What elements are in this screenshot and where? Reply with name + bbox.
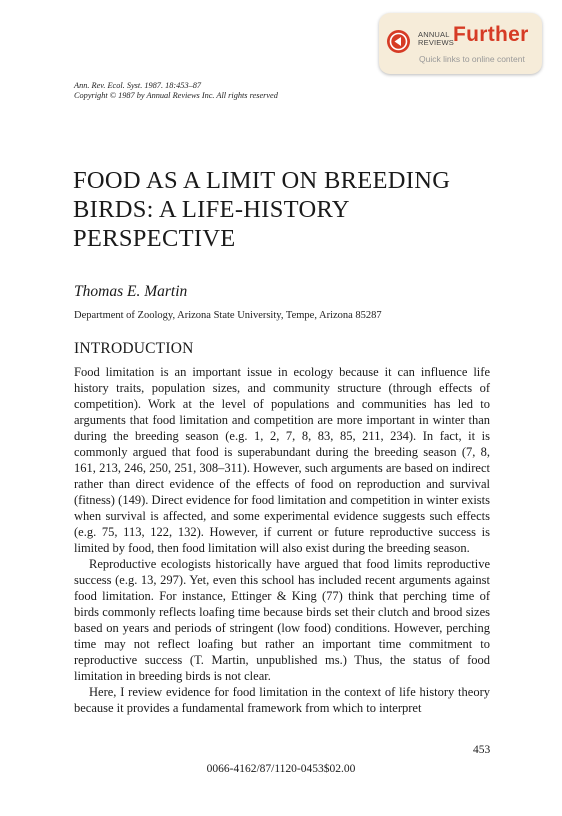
reviews-label: REVIEWS (418, 38, 454, 47)
citation-line-2: Copyright © 1987 by Annual Reviews Inc. All rights reserved (74, 91, 278, 100)
author-name: Thomas E. Martin (74, 283, 188, 300)
section-heading: INTRODUCTION (74, 340, 194, 357)
citation-line-1: Ann. Rev. Ecol. Syst. 1987. 18:453–87 (74, 81, 202, 90)
paragraph: Food limitation is an important issue in ecology because it can influence life history traits, population sizes, and community structure (through effects of competition). Work at the level of populations and communities has led to arguments that food limitation and competition are more important in winter than during the breeding season (e.g. 1, 2, 7, 8, 83, 85, 211, 234). In fact, it is commonly argued that food is superabundant during the breeding season (7, 8, 161, 213, 246, 250, 251, 308–311). However, such arguments are based on indirect rather than direct evidence of the effects of food on reproduction and survival (fitness) (149). Direct evidence for food limitation and competition in winter exists when survival is affected, and some experimental evidence suggests such effects (e.g. 75, 113, 122, 132). However, if current or future reproductive success is limited by food, then food limitation will also exist during the breeding season. (74, 365, 490, 555)
author-affiliation: Department of Zoology, Arizona State University, Tempe, Arizona 85287 (74, 310, 382, 321)
title-line-2: BIRDS: A LIFE-HISTORY (73, 196, 350, 223)
footer-code: 0066-4162/87/1120-0453$02.00 (206, 763, 356, 775)
paragraph: Reproductive ecologists historically have argued that food limits reproductive success (e.g. 13, 297). Yet, even this school has included recent arguments against food limitation. For instance, Ettinger & King (77) think that perching time of birds commonly reflects loafing time because birds set their clutch and brood sizes based on years and periods of stringent (low food) conditions. However, perching time may not reflect loafing but rather an important time commitment to reproductive success (T. Martin, unpublished ms.) Thus, the status of food limitation in breeding birds is not clear. (74, 557, 490, 683)
body-text (74, 364, 490, 716)
badge-tagline: Quick links to online content (419, 54, 525, 64)
annual-label: ANNUAL (418, 30, 450, 39)
annual-reviews-logo-text (418, 31, 454, 47)
further-label: Further (453, 23, 529, 46)
title-line-1: FOOD AS A LIMIT ON BREEDING (73, 167, 451, 194)
paragraph: Here, I review evidence for food limitation in the context of life history theory because it provides a fundamental framework from which to interpret (74, 685, 490, 715)
article-title (73, 166, 523, 253)
page-number: 453 (473, 744, 491, 756)
citation-block (74, 81, 278, 101)
title-line-3: PERSPECTIVE (73, 225, 236, 252)
play-back-icon (387, 30, 410, 53)
further-badge[interactable] (379, 13, 542, 74)
